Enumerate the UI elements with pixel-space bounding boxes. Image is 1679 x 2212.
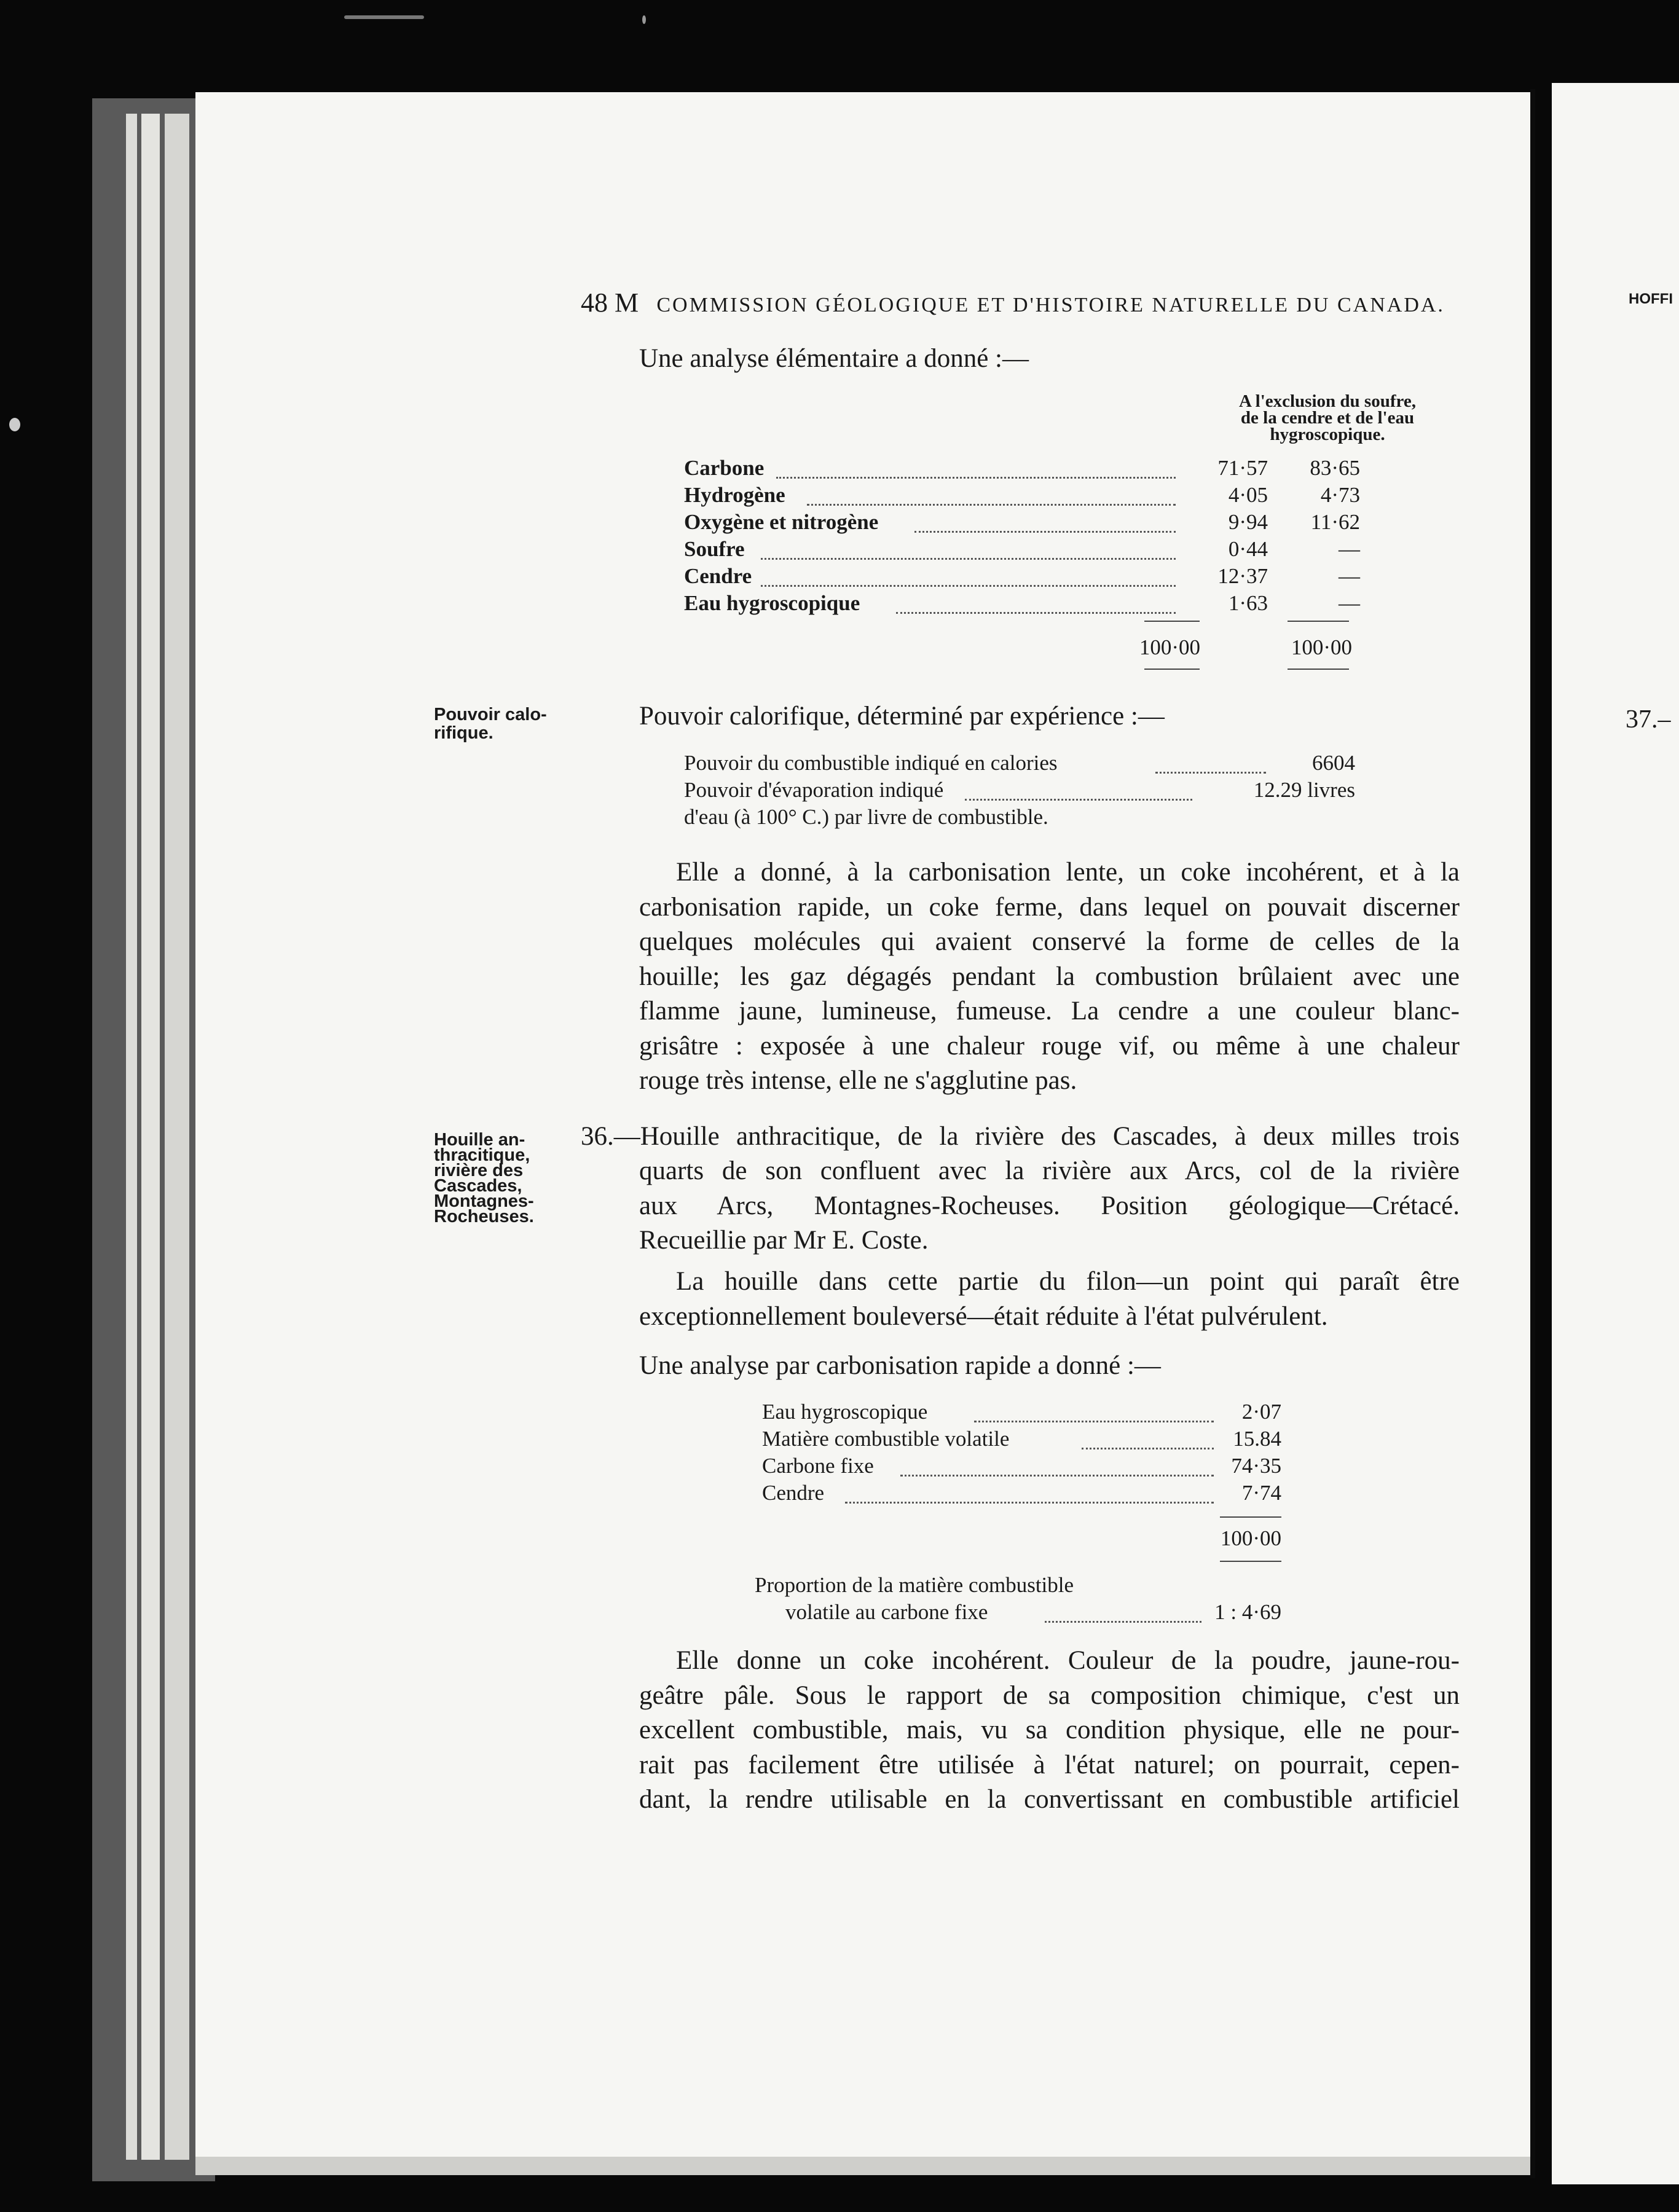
row-value-excl: 11·62 <box>1310 510 1360 534</box>
table-row <box>684 483 1360 510</box>
margin-note-line: Montagnes- <box>434 1191 534 1211</box>
margin-note-line: thracitique, <box>434 1145 530 1165</box>
row-label: Cendre <box>762 1481 825 1505</box>
paragraph-line: flamme jaune, lumineuse, fumeuse. La cendre a une couleur blanc- <box>639 997 1460 1026</box>
leader-dots <box>965 799 1192 801</box>
page-edge-stack <box>141 114 160 2160</box>
paragraph-line: quelques molécules qui avaient conservé la forme de celles de la <box>639 927 1460 956</box>
row-value: 74·35 <box>1231 1454 1281 1478</box>
paragraph-coke <box>639 855 1460 1099</box>
sum-rule <box>1220 1516 1281 1518</box>
leader-dots <box>845 1502 1214 1504</box>
row-value-excl: 4·73 <box>1320 483 1360 507</box>
row-value-excl: 83·65 <box>1310 456 1360 480</box>
section-line: 36.—Houille anthracitique, de la rivière des Cascades, à deux milles trois <box>581 1122 1460 1151</box>
row-label: Oxygène et nitrogène <box>684 510 879 534</box>
proportion-value: 1 : 4·69 <box>1214 1600 1281 1624</box>
margin-note-houille <box>434 1132 534 1225</box>
row-label: Soufre <box>684 537 745 561</box>
page-gutter <box>1530 89 1535 2178</box>
calorific-line-1 <box>684 751 1058 775</box>
elemental-analysis-table <box>684 456 1360 659</box>
table-row <box>762 1400 1284 1427</box>
paragraph-line: Elle donne un coke incohérent. Couleur de la poudre, jaune-rou- <box>676 1646 1460 1675</box>
total-value: 100·00 <box>1220 1526 1281 1550</box>
table-row <box>684 537 1360 564</box>
proportion-line-1: Proportion de la matière combustible <box>755 1573 1074 1597</box>
row-label: Cendre <box>684 564 752 588</box>
row-value-excl: — <box>1339 537 1360 561</box>
scan-speck <box>642 15 646 24</box>
paragraph-line: grisâtre : exposée à une chaleur rouge vif, ou même à une chaleur <box>639 1031 1460 1061</box>
paragraph-line: La houille dans cette partie du filon—un point qui paraît être <box>676 1267 1460 1296</box>
table-row <box>684 564 1360 591</box>
row-value-excl: — <box>1339 591 1360 615</box>
leader-dots <box>896 612 1176 614</box>
column-heading-line: A l'exclusion du soufre, <box>1239 391 1416 411</box>
margin-note-line: Houille an- <box>434 1130 525 1150</box>
row-value: 1·63 <box>1228 591 1268 615</box>
margin-note-line: rifique. <box>434 723 493 743</box>
total-value-excl: 100·00 <box>1291 635 1352 659</box>
leader-dots <box>761 585 1176 587</box>
row-label: Carbone fixe <box>762 1454 874 1478</box>
row-value: 9·94 <box>1228 510 1268 534</box>
paragraph-line: excellent combustible, mais, vu sa condition physique, elle ne pour- <box>639 1716 1460 1744</box>
table-row <box>684 456 1360 483</box>
calorific-label: Pouvoir du combustible indiqué en calories <box>684 751 1058 775</box>
carbonisation-table <box>762 1400 1284 1516</box>
scan-speck <box>344 15 424 19</box>
scan-speck <box>9 418 20 431</box>
calorific-intro: Pouvoir calorifique, déterminé par expérience :— <box>639 702 1165 731</box>
paragraph-line: Elle a donné, à la carbonisation lente, un coke incohérent, et à la <box>676 858 1460 887</box>
calorific-line-2 <box>684 778 943 802</box>
paragraph-line: carbonisation rapide, un coke ferme, dans lequel on pouvait discerner <box>639 892 1460 922</box>
calorific-value: 6604 <box>1312 751 1355 775</box>
leader-dots <box>974 1421 1214 1422</box>
adjacent-page <box>1552 83 1679 2184</box>
table-row <box>762 1481 1284 1508</box>
leader-dots <box>900 1475 1214 1477</box>
leader-dots <box>1045 1621 1201 1623</box>
row-value-excl: — <box>1339 564 1360 588</box>
row-value: 2·07 <box>1241 1400 1281 1424</box>
column-heading-line: hygroscopique. <box>1270 425 1385 444</box>
section-line: quarts de son confluent avec la rivière aux Arcs, col de la rivière <box>639 1156 1460 1185</box>
margin-note-line: rivière des <box>434 1161 524 1180</box>
paragraph-line: dant, la rendre utilisable en la convertissant en combustible artificiel <box>639 1785 1460 1814</box>
column-heading <box>1208 393 1447 443</box>
leader-dots <box>761 558 1176 560</box>
analysis-intro-2: Une analyse par carbonisation rapide a donné :— <box>639 1351 1161 1380</box>
section-36-heading <box>581 1120 1460 1155</box>
leader-dots <box>807 504 1176 506</box>
adjacent-section-fragment: 37.– <box>1626 705 1671 734</box>
table-row <box>762 1454 1284 1481</box>
page-edge-stack <box>126 114 137 2160</box>
leader-dots <box>776 477 1176 479</box>
leader-dots <box>1155 772 1266 774</box>
paragraph-line: geâtre pâle. Sous le rapport de sa composition chimique, c'est un <box>639 1681 1460 1710</box>
sum-rule <box>1144 669 1200 670</box>
calorific-line-3: d'eau (à 100° C.) par livre de combustible. <box>684 805 1048 829</box>
margin-note-line: Pouvoir calo- <box>434 705 547 724</box>
row-value: 4·05 <box>1228 483 1268 507</box>
margin-note-line: Rocheuses. <box>434 1207 534 1226</box>
section-line: aux Arcs, Montagnes-Rocheuses. Position géologique—Crétacé. <box>639 1191 1460 1220</box>
paragraph-final <box>639 1644 1460 1818</box>
sum-rule <box>1220 1561 1281 1562</box>
proportion-line-2: volatile au carbone fixe <box>785 1600 988 1624</box>
row-value: 0·44 <box>1228 537 1268 561</box>
leader-dots <box>914 531 1176 533</box>
page-number: 48 M <box>581 288 639 318</box>
row-label: Eau hygroscopique <box>684 591 860 615</box>
adjacent-header-fragment: HOFFI <box>1629 291 1673 307</box>
table-row <box>684 591 1360 618</box>
table-row <box>684 510 1360 537</box>
row-label: Matière combustible volatile <box>762 1427 1010 1451</box>
sum-rule <box>1144 621 1200 622</box>
running-header <box>581 287 1445 318</box>
table-row <box>762 1427 1284 1454</box>
paragraph-line: rait pas facilement être utilisée à l'état naturel; on pourrait, cepen- <box>639 1750 1460 1779</box>
total-value: 100·00 <box>1139 635 1200 659</box>
page-edge-stack <box>165 114 189 2160</box>
row-label: Carbone <box>684 456 765 480</box>
row-value: 7·74 <box>1241 1481 1281 1505</box>
header-title: COMMISSION GÉOLOGIQUE ET D'HISTOIRE NATURELLE DU CANADA. <box>656 294 1445 316</box>
page-bottom-edge <box>195 2157 1535 2175</box>
row-label: Hydrogène <box>684 483 785 507</box>
row-value: 71·57 <box>1217 456 1268 480</box>
margin-note-calorific <box>434 705 547 742</box>
evaporation-label: Pouvoir d'évaporation indiqué <box>684 778 944 802</box>
paragraph-line: exceptionnellement bouleversé—était réduite à l'état pulvérulent. <box>639 1301 1328 1331</box>
evaporation-value: 12.29 livres <box>1253 778 1355 802</box>
section-36-body <box>639 1154 1460 1258</box>
sum-rule <box>1288 621 1349 622</box>
paragraph-filon <box>639 1265 1460 1334</box>
row-value: 15.84 <box>1233 1427 1281 1451</box>
sum-rule <box>1288 669 1349 670</box>
row-value: 12·37 <box>1217 564 1268 588</box>
paragraph-line: rouge très intense, elle ne s'agglutine pas. <box>639 1066 1077 1095</box>
paragraph-line: houille; les gaz dégagés pendant la combustion brûlaient avec une <box>639 962 1460 991</box>
column-heading-line: de la cendre et de l'eau <box>1240 408 1415 428</box>
row-label: Eau hygroscopique <box>762 1400 928 1424</box>
analysis-intro: Une analyse élémentaire a donné :— <box>639 344 1029 373</box>
margin-note-line: Cascades, <box>434 1176 522 1196</box>
section-line: Recueillie par Mr E. Coste. <box>639 1226 929 1255</box>
